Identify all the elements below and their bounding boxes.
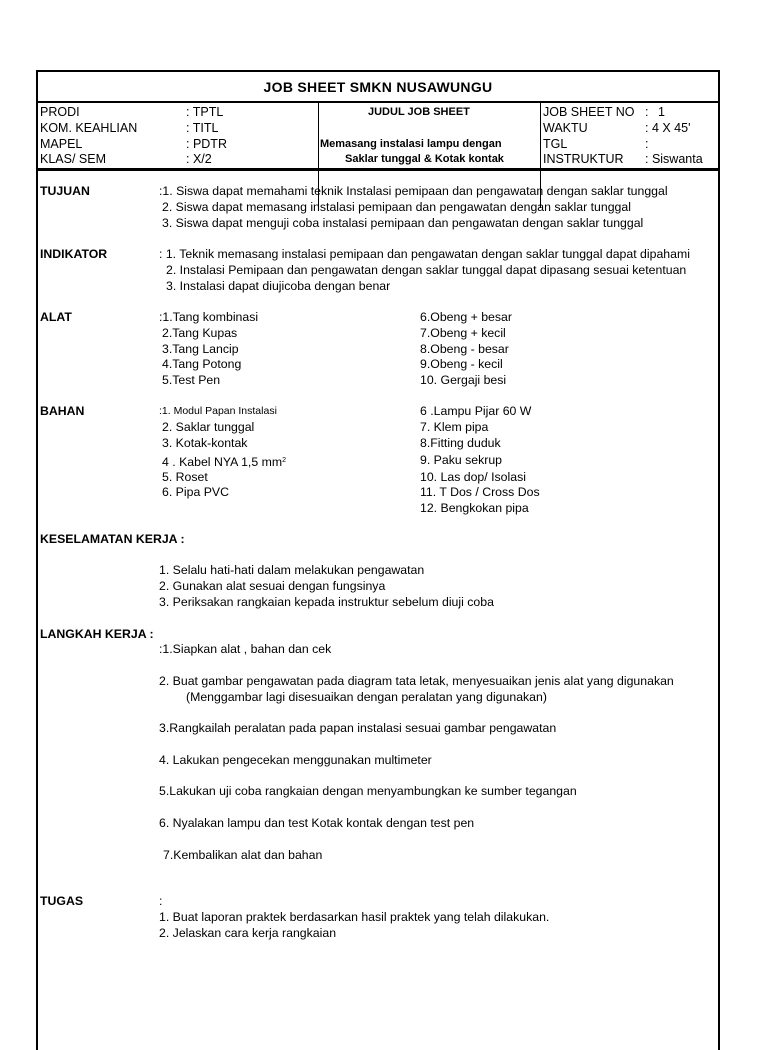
job-sheet-no-value: 1 xyxy=(658,105,665,119)
langkah-step: 3.Rangkailah peralatan pada papan instalasi sesuai gambar pengawatan xyxy=(159,721,557,735)
kom-value: : TITL xyxy=(186,121,219,135)
alat-item: 8.Obeng - besar xyxy=(420,342,509,356)
tugas-item: 2. Jelaskan cara kerja rangkaian xyxy=(159,926,337,940)
langkah-step: 7.Kembalikan alat dan bahan xyxy=(163,848,323,862)
instruktur-label: INSTRUKTUR xyxy=(543,152,624,166)
keselamatan-label: KESELAMATAN KERJA : xyxy=(40,532,185,546)
tgl-value: : xyxy=(645,137,649,151)
prodi-label: PRODI xyxy=(40,105,80,119)
instruktur-value: : Siswanta xyxy=(645,152,703,166)
bahan-item-kabel xyxy=(162,453,286,471)
job-sheet-no-label: JOB SHEET NO xyxy=(543,105,635,119)
alat-item: 6.Obeng + besar xyxy=(420,310,512,324)
langkah-step: 2. Buat gambar pengawatan pada diagram tata letak, menyesuaikan jenis alat yang digunakan xyxy=(159,674,674,688)
bahan-item: 6. Pipa PVC xyxy=(162,485,229,499)
keselamatan-item: 1. Selalu hati-hati dalam melakukan pengawatan xyxy=(159,563,425,577)
indikator-label: INDIKATOR xyxy=(40,247,108,261)
bahan-item: 10. Las dop/ Isolasi xyxy=(420,470,526,484)
kom-label: KOM. KEAHLIAN xyxy=(40,121,138,135)
tgl-label: TGL xyxy=(543,137,568,151)
tugas-colon: : xyxy=(159,894,163,908)
bahan-item: :1. Modul Papan Instalasi xyxy=(159,405,277,417)
alat-item: 10. Gergaji besi xyxy=(420,373,507,387)
langkah-step: 5.Lakukan uji coba rangkaian dengan menyambungkan ke sumber tegangan xyxy=(159,784,577,798)
bahan-item: 4 . Kabel NYA 1,5 mm xyxy=(162,455,283,469)
prodi-value: : TPTL xyxy=(186,105,224,119)
judul-line-1: Memasang instalasi lampu dengan xyxy=(320,138,502,150)
superscript: 2 xyxy=(282,457,286,464)
indikator-item: 2. Instalasi Pemipaan dan pengawatan dengan saklar tunggal dapat dipasang sesuai ketentuan xyxy=(166,263,687,277)
tujuan-label: TUJUAN xyxy=(40,184,90,198)
tugas-label: TUGAS xyxy=(40,894,84,908)
waktu-value: : 4 X 45' xyxy=(645,121,691,135)
langkah-step: 4. Lakukan pengecekan menggunakan multimeter xyxy=(159,753,432,767)
tujuan-item: 3. Siswa dapat menguji coba instalasi pemipaan dan pengawatan dengan saklar tunggal xyxy=(162,216,644,230)
indikator-item: : 1. Teknik memasang instalasi pemipaan dan pengawatan dengan saklar tunggal dapat dipahami xyxy=(159,247,690,261)
langkah-step: :1.Siapkan alat , bahan dan cek xyxy=(159,642,332,656)
tugas-item: 1. Buat laporan praktek berdasarkan hasil praktek yang telah dilakukan. xyxy=(159,910,550,924)
job-sheet xyxy=(36,70,720,1050)
bahan-item: 7. Klem pipa xyxy=(420,420,489,434)
alat-item: 2.Tang Kupas xyxy=(162,326,238,340)
langkah-step-note: (Menggambar lagi disesuaikan dengan peralatan yang digunakan) xyxy=(186,690,547,704)
page-title: JOB SHEET SMKN NUSAWUNGU xyxy=(38,72,718,103)
alat-item: 7.Obeng + kecil xyxy=(420,326,506,340)
judul-line-2: Saklar tunggal & Kotak kontak xyxy=(345,153,504,165)
langkah-label: LANGKAH KERJA : xyxy=(40,627,154,641)
bahan-item: 5. Roset xyxy=(162,470,208,484)
bahan-item: 12. Bengkokan pipa xyxy=(420,501,529,515)
bahan-item: 8.Fitting duduk xyxy=(420,436,501,450)
indikator-item: 3. Instalasi dapat diujicoba dengan benar xyxy=(166,279,391,293)
mapel-value: : PDTR xyxy=(186,137,227,151)
bahan-item: 2. Saklar tunggal xyxy=(162,420,255,434)
langkah-step: 6. Nyalakan lampu dan test Kotak kontak dengan test pen xyxy=(159,816,475,830)
bahan-item: 9. Paku sekrup xyxy=(420,453,503,467)
bahan-item: 3. Kotak-kontak xyxy=(162,436,248,450)
keselamatan-item: 2. Gunakan alat sesuai dengan fungsinya xyxy=(159,579,386,593)
bahan-item: 6 .Lampu Pijar 60 W xyxy=(420,404,532,418)
alat-item: 5.Test Pen xyxy=(162,373,221,387)
judul-heading: JUDUL JOB SHEET xyxy=(368,106,470,118)
alat-item: 3.Tang Lancip xyxy=(162,342,239,356)
alat-item: 9.Obeng - kecil xyxy=(420,357,503,371)
job-sheet-no-colon: : xyxy=(645,105,649,119)
bahan-label: BAHAN xyxy=(40,404,85,418)
header-rule xyxy=(38,168,718,170)
bahan-item: 11. T Dos / Cross Dos xyxy=(420,485,540,499)
alat-label: ALAT xyxy=(40,310,72,324)
alat-item: 4.Tang Potong xyxy=(162,357,242,371)
waktu-label: WAKTU xyxy=(543,121,588,135)
klas-value: : X/2 xyxy=(186,152,212,166)
tujuan-item: :1. Siswa dapat memahami teknik Instalasi pemipaan dan pengawatan dengan saklar tunggal xyxy=(159,184,668,198)
tujuan-item: 2. Siswa dapat memasang instalasi pemipaan dan pengawatan dengan saklar tunggal xyxy=(162,200,631,214)
alat-item: :1.Tang kombinasi xyxy=(159,310,259,324)
keselamatan-item: 3. Periksakan rangkaian kepada instruktur sebelum diuji coba xyxy=(159,595,494,609)
klas-label: KLAS/ SEM xyxy=(40,152,106,166)
mapel-label: MAPEL xyxy=(40,137,83,151)
